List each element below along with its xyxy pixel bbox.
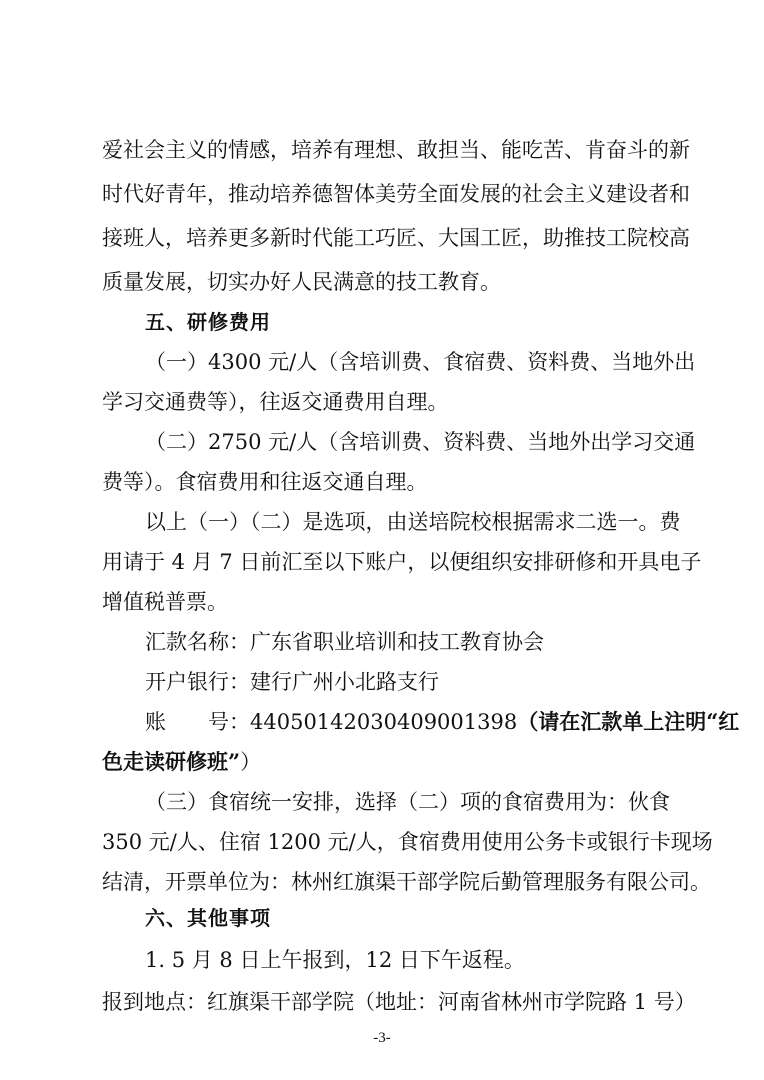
body-line: 以上（一）（二）是选项，由送培院校根据需求二选一。费 [145, 510, 681, 534]
account-remark: （请在汇款单上注明“红 [517, 709, 740, 734]
page-number: -3- [373, 1030, 391, 1046]
body-line: 时代好青年，推动培养德智体美劳全面发展的社会主义建设者和 [102, 182, 690, 206]
body-line: 报到地点：红旗渠干部学院（地址：河南省林州市学院路 1 号） [102, 990, 696, 1014]
body-line: 增值税普票。 [102, 590, 228, 614]
account-name: 汇款名称：广东省职业培训和技工教育协会 [145, 630, 544, 654]
account-remark-close: ） [240, 750, 262, 774]
body-line: （三）食宿统一安排，选择（二）项的食宿费用为：伙食 [145, 790, 670, 814]
body-line: 350 元/人、住宿 1200 元/人，食宿费用使用公务卡或银行卡现场 [102, 830, 713, 854]
body-line: 爱社会主义的情感，培养有理想、敢担当、能吃苦、肯奋斗的新 [102, 138, 690, 162]
body-line: 质量发展，切实办好人民满意的技工教育。 [102, 270, 501, 294]
account-label: 账 号： [145, 710, 250, 734]
body-line: 接班人，培养更多新时代能工巧匠、大国工匠，助推技工院校高 [102, 226, 690, 250]
account-number-line [145, 702, 740, 742]
body-line: 结清，开票单位为：林州红旗渠干部学院后勤管理服务有限公司。 [102, 870, 711, 894]
body-line: （二）2750 元/人（含培训费、资料费、当地外出学习交通 [145, 430, 696, 454]
section-heading-other: 六、其他事项 [145, 906, 271, 930]
body-line: 费等）。食宿费用和往返交通自理。 [102, 470, 428, 494]
section-heading-fees: 五、研修费用 [145, 310, 271, 334]
bank-name: 开户银行：建行广州小北路支行 [145, 670, 439, 694]
account-remark-line [102, 742, 670, 782]
body-line: 1. 5 月 8 日上午报到，12 日下午返程。 [145, 948, 525, 972]
account-number: 44050142030409001398 [250, 710, 518, 734]
account-remark-cont: 色走读研修班” [102, 749, 241, 774]
body-line: 用请于 4 月 7 日前汇至以下账户，以便组织安排研修和开具电子 [102, 550, 702, 574]
body-line: 学习交通费等），往返交通费用自理。 [102, 390, 449, 414]
body-line: （一）4300 元/人（含培训费、食宿费、资料费、当地外出 [145, 350, 696, 374]
